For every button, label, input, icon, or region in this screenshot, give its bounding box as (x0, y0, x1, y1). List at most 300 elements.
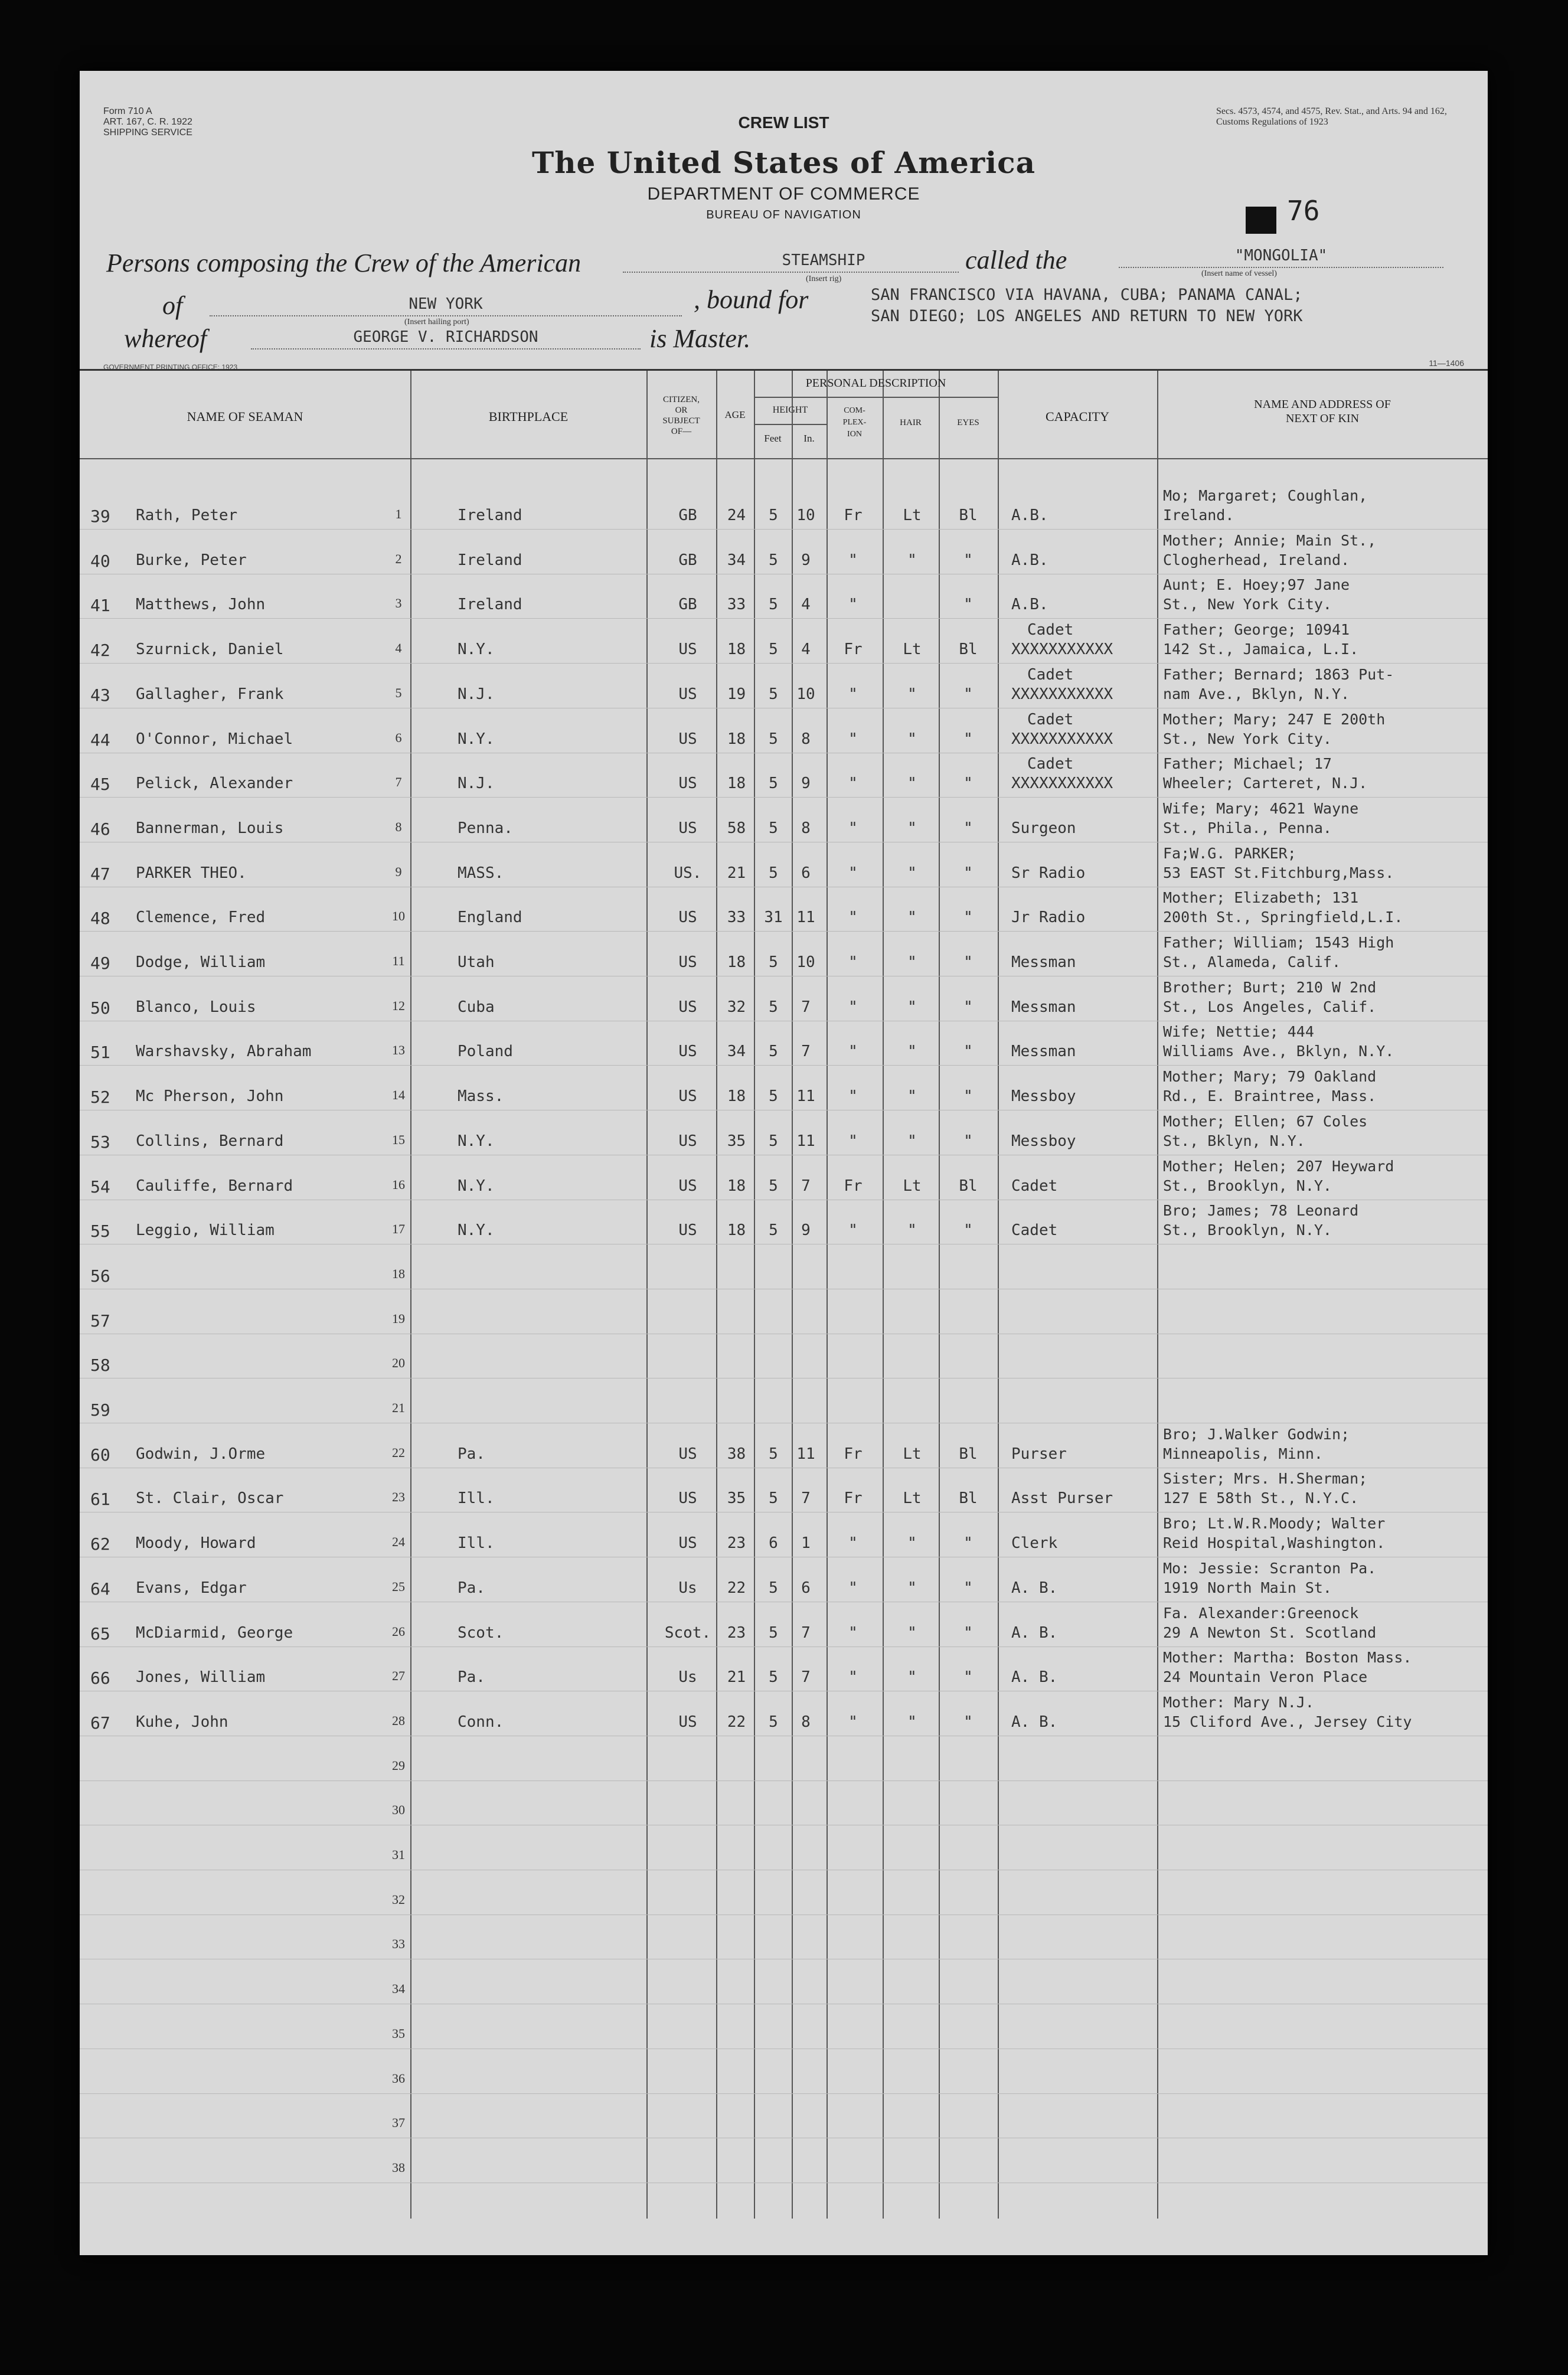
line-number: 8 (395, 819, 402, 834)
next-of-kin-line-1: Mo; Margaret; Coughlan, (1163, 487, 1368, 504)
birthplace: N.J. (458, 685, 495, 703)
capacity: XXXXXXXXXXX (1011, 641, 1113, 659)
col-age: AGE (724, 409, 746, 420)
page-number: 76 (1287, 195, 1320, 227)
next-of-kin-line-1: Father; Bernard; 1863 Put- (1163, 665, 1394, 683)
eye-color: " (963, 775, 973, 793)
citizenship: US (678, 1043, 697, 1061)
line-number: 28 (392, 1713, 405, 1728)
complexion: " (848, 1623, 858, 1642)
col-personal-description: PERSONAL DESCRIPTION (805, 377, 946, 390)
citizenship: US. (674, 864, 702, 882)
seaman-name: PARKER THEO. (136, 864, 247, 882)
row-number: 65 (90, 1623, 110, 1644)
height-inches: 10 (796, 953, 815, 971)
complexion: " (848, 1087, 858, 1106)
complexion: " (848, 685, 858, 703)
complexion: " (848, 1713, 858, 1731)
port-field: NEW YORK (210, 295, 682, 316)
next-of-kin-line-1: Mother; Mary; 79 Oakland (1163, 1068, 1377, 1086)
next-of-kin: Rd., E. Braintree, Mass. (1163, 1087, 1377, 1105)
next-of-kin: St., Los Angeles, Calif. (1163, 998, 1377, 1015)
row-number: 60 (90, 1445, 110, 1465)
height-feet: 5 (769, 596, 778, 614)
height-feet: 5 (769, 1579, 778, 1597)
row-rule (80, 663, 1488, 664)
birthplace: N.Y. (458, 730, 495, 748)
hair-color: Lt (903, 641, 922, 659)
line-number: 5 (395, 685, 402, 700)
seaman-name: Warshavsky, Abraham (136, 1043, 312, 1061)
age: 22 (727, 1579, 746, 1597)
line-number: 13 (392, 1043, 405, 1058)
next-of-kin: St., New York City. (1163, 730, 1332, 747)
eye-color: " (963, 685, 973, 703)
divider (998, 371, 999, 2219)
eye-color: " (963, 596, 973, 614)
capacity: A.B. (1011, 507, 1048, 524)
eye-color: " (963, 909, 973, 927)
birthplace: Pa. (458, 1579, 485, 1597)
hair-color: " (907, 775, 917, 793)
hair-color: " (907, 1043, 917, 1061)
row-rule (80, 1065, 1488, 1066)
birthplace: N.Y. (458, 1177, 495, 1195)
row-number: 52 (90, 1087, 110, 1108)
height-feet: 5 (769, 551, 778, 569)
hair-color: " (907, 953, 917, 971)
height-feet: 5 (769, 1043, 778, 1061)
height-inches: 9 (801, 1221, 811, 1240)
seaman-name: Clemence, Fred (136, 909, 266, 927)
complexion: " (848, 864, 858, 882)
citizenship: Us (678, 1579, 697, 1597)
height-feet: 5 (769, 1221, 778, 1240)
col-name: NAME OF SEAMAN (187, 409, 303, 424)
height-feet: 5 (769, 641, 778, 659)
eye-color: Bl (959, 1445, 978, 1463)
seaman-name: Moody, Howard (136, 1534, 256, 1553)
is-master-label: is Master. (649, 324, 751, 353)
line-number: 27 (392, 1668, 405, 1684)
hair-color: " (907, 819, 917, 837)
height-inches: 10 (796, 685, 815, 703)
eye-color: " (963, 1668, 973, 1687)
birthplace: Poland (458, 1043, 513, 1061)
next-of-kin-line-1: Fa;W.G. PARKER; (1163, 844, 1296, 862)
birthplace: N.Y. (458, 1221, 495, 1240)
capacity: Cadet (1011, 1221, 1058, 1240)
citizenship: US (678, 1177, 697, 1195)
row-rule (80, 618, 1488, 619)
row-rule (80, 2093, 1488, 2094)
line-number: 18 (392, 1266, 405, 1281)
height-feet: 5 (769, 1445, 778, 1463)
birthplace: Cuba (458, 998, 495, 1016)
next-of-kin: Clogherhead, Ireland. (1163, 551, 1350, 569)
eye-color: " (963, 1043, 973, 1061)
col-next-of-kin-2: NEXT OF KIN (1285, 412, 1360, 425)
divider (716, 371, 717, 2219)
birthplace: Pa. (458, 1445, 485, 1463)
row-rule (80, 797, 1488, 798)
next-of-kin: Wheeler; Carteret, N.J. (1163, 775, 1368, 792)
height-feet: 5 (769, 1177, 778, 1195)
height-inches: 9 (801, 775, 811, 793)
seaman-name: Cauliffe, Bernard (136, 1177, 293, 1195)
height-inches: 7 (801, 1489, 811, 1508)
height-inches: 10 (796, 507, 815, 524)
divider (939, 371, 940, 2219)
vessel-note: (Insert name of vessel) (1201, 269, 1277, 278)
height-inches: 7 (801, 1623, 811, 1642)
birthplace: N.Y. (458, 1132, 495, 1150)
capacity: A. B. (1011, 1668, 1058, 1687)
eye-color: " (963, 730, 973, 748)
complexion: " (848, 1668, 858, 1687)
line-number: 12 (392, 998, 405, 1013)
col-citizen-2: OR (675, 406, 688, 415)
age: 23 (727, 1623, 746, 1642)
next-of-kin: Minneapolis, Minn. (1163, 1445, 1323, 1462)
height-inches: 9 (801, 551, 811, 569)
capacity: Sr Radio (1011, 864, 1086, 882)
height-inches: 6 (801, 1579, 811, 1597)
next-of-kin: nam Ave., Bklyn, N.Y. (1163, 685, 1350, 703)
next-of-kin: 1919 North Main St. (1163, 1579, 1332, 1596)
capacity: Asst Purser (1011, 1489, 1113, 1508)
citizenship: US (678, 1713, 697, 1731)
citizenship: Us (678, 1668, 697, 1687)
whereof-label: whereof (124, 324, 207, 353)
line-number: 33 (392, 1936, 405, 1952)
hair-color: " (907, 551, 917, 569)
citizenship: US (678, 1221, 697, 1240)
height-feet: 5 (769, 507, 778, 524)
height-inches: 8 (801, 819, 811, 837)
eye-color: " (963, 1623, 973, 1642)
next-of-kin-line-1: Mother: Martha: Boston Mass. (1163, 1649, 1412, 1667)
height-feet: 5 (769, 1623, 778, 1642)
eye-color: Bl (959, 641, 978, 659)
height-feet: 5 (769, 775, 778, 793)
seaman-name: Bannerman, Louis (136, 819, 284, 837)
complexion: " (848, 1221, 858, 1240)
eye-color: " (963, 551, 973, 569)
seaman-name: Matthews, John (136, 596, 266, 614)
row-number: 54 (90, 1177, 110, 1197)
hair-color: " (907, 1623, 917, 1642)
row-number: 58 (90, 1355, 110, 1376)
height-feet: 31 (764, 909, 783, 927)
hair-color: " (907, 1132, 917, 1150)
line-number: 7 (395, 775, 402, 790)
citizenship: US (678, 1132, 697, 1150)
capacity: Clerk (1011, 1534, 1058, 1553)
hair-color: " (907, 909, 917, 927)
col-citizen-1: CITIZEN, (662, 395, 700, 404)
hair-color: " (907, 685, 917, 703)
complexion: " (848, 998, 858, 1016)
height-feet: 5 (769, 998, 778, 1016)
eye-color: " (963, 1221, 973, 1240)
bound-for-label: , bound for (694, 285, 809, 314)
row-number: 50 (90, 998, 110, 1018)
next-of-kin: Reid Hospital,Washington. (1163, 1534, 1386, 1552)
statute-reference: Secs. 4573, 4574, and 4575, Rev. Stat., and Arts. 94 and 162, Customs Regulations of 1923 (1216, 106, 1447, 127)
next-of-kin: 142 St., Jamaica, L.I. (1163, 641, 1359, 658)
line-number: 19 (392, 1311, 405, 1326)
capacity: Jr Radio (1011, 909, 1086, 927)
rig-field: STEAMSHIP (623, 251, 1024, 273)
row-number: 49 (90, 953, 110, 973)
complexion: " (848, 1132, 858, 1150)
row-number: 39 (90, 507, 110, 526)
seaman-name: Godwin, J.Orme (136, 1445, 266, 1463)
age: 38 (727, 1445, 746, 1463)
citizenship: US (678, 909, 697, 927)
birthplace: Ireland (458, 507, 522, 524)
age: 18 (727, 1221, 746, 1240)
complexion: " (848, 730, 858, 748)
row-number: 56 (90, 1266, 110, 1286)
complexion: " (848, 775, 858, 793)
height-feet: 5 (769, 864, 778, 882)
age: 34 (727, 1043, 746, 1061)
next-of-kin: Williams Ave., Bklyn, N.Y. (1163, 1043, 1394, 1060)
birthplace: Penna. (458, 819, 513, 837)
age: 18 (727, 1177, 746, 1195)
divider (80, 458, 1488, 459)
hair-color: Lt (903, 507, 922, 524)
row-number: 62 (90, 1534, 110, 1554)
line-number: 29 (392, 1757, 405, 1773)
citizenship: US (678, 1489, 697, 1508)
hair-color: " (907, 1221, 917, 1240)
row-number: 45 (90, 775, 110, 795)
birthplace: Mass. (458, 1087, 504, 1106)
col-height: HEIGHT (772, 405, 808, 415)
row-number: 67 (90, 1713, 110, 1733)
citizenship: Scot. (664, 1623, 711, 1642)
complexion: Fr (844, 1445, 863, 1463)
capacity: Purser (1011, 1445, 1067, 1463)
line-number: 16 (392, 1177, 405, 1192)
capacity: A.B. (1011, 551, 1048, 569)
line-number: 32 (392, 1891, 405, 1907)
capacity: Messman (1011, 1043, 1076, 1061)
height-feet: 5 (769, 1087, 778, 1106)
capacity: Cadet (1011, 1177, 1058, 1195)
birthplace: Ill. (458, 1489, 495, 1508)
eye-color: " (963, 1087, 973, 1106)
citizenship: US (678, 641, 697, 659)
age: 19 (727, 685, 746, 703)
capacity: Messman (1011, 998, 1076, 1016)
eye-color: Bl (959, 1489, 978, 1508)
row-number: 46 (90, 819, 110, 839)
height-feet: 5 (769, 1489, 778, 1508)
col-eyes: EYES (957, 418, 979, 427)
seaman-name: Jones, William (136, 1668, 266, 1687)
complexion: Fr (844, 1177, 863, 1195)
height-feet: 5 (769, 685, 778, 703)
row-number: 64 (90, 1579, 110, 1599)
stamp-mark (1246, 207, 1276, 234)
citizenship: US (678, 819, 697, 837)
next-of-kin: 24 Mountain Veron Place (1163, 1668, 1368, 1686)
seaman-name: Pelick, Alexander (136, 775, 293, 793)
line-number: 21 (392, 1400, 405, 1415)
row-number: 48 (90, 909, 110, 929)
line-number: 2 (395, 551, 402, 566)
seaman-name: McDiarmid, George (136, 1623, 293, 1642)
birthplace: Conn. (458, 1713, 504, 1731)
birthplace: Ireland (458, 596, 522, 614)
eye-color: " (963, 1534, 973, 1553)
divider (646, 371, 648, 2219)
height-inches: 7 (801, 1177, 811, 1195)
col-hair: HAIR (900, 418, 922, 427)
row-number: 57 (90, 1311, 110, 1331)
line-number: 11 (392, 953, 405, 968)
seaman-name: Mc Pherson, John (136, 1087, 284, 1106)
hair-color: " (907, 1668, 917, 1687)
bureau-title: BUREAU OF NAVIGATION (706, 208, 861, 221)
capacity: Messman (1011, 953, 1076, 971)
next-of-kin-line-1: Mother; Helen; 207 Heyward (1163, 1157, 1394, 1175)
row-number: 61 (90, 1489, 110, 1510)
destination (871, 285, 1303, 327)
line-number: 36 (392, 2070, 405, 2086)
age: 34 (727, 551, 746, 569)
seaman-name: Collins, Bernard (136, 1132, 284, 1150)
line-number: 6 (395, 730, 402, 745)
next-of-kin-line-1: Mother; Annie; Main St., (1163, 531, 1377, 549)
age: 18 (727, 775, 746, 793)
called-the-label: called the (959, 245, 1073, 275)
height-feet: 5 (769, 1713, 778, 1731)
height-inches: 7 (801, 998, 811, 1016)
age: 35 (727, 1132, 746, 1150)
height-inches: 11 (796, 1087, 815, 1106)
seaman-name: Burke, Peter (136, 551, 247, 569)
height-inches: 6 (801, 864, 811, 882)
birthplace: Ill. (458, 1534, 495, 1553)
capacity-note: Cadet (1027, 621, 1074, 639)
next-of-kin-line-1: Mother; Mary; 247 E 200th (1163, 710, 1386, 728)
age: 18 (727, 730, 746, 748)
line-number: 38 (392, 2160, 405, 2175)
seaman-name: Blanco, Louis (136, 998, 256, 1016)
eye-color: Bl (959, 1177, 978, 1195)
form-code: 11—1406 (1429, 358, 1464, 368)
citizenship: GB (678, 551, 697, 569)
col-feet: Feet (764, 433, 782, 444)
height-inches: 8 (801, 1713, 811, 1731)
height-inches: 4 (801, 596, 811, 614)
height-inches: 11 (796, 1445, 815, 1463)
row-rule (80, 529, 1488, 530)
hair-color: " (907, 1534, 917, 1553)
line-number: 15 (392, 1132, 405, 1147)
eye-color: " (963, 998, 973, 1016)
line-number: 34 (392, 1981, 405, 1997)
capacity-note: Cadet (1027, 755, 1074, 773)
col-citizen-3: SUBJECT (662, 416, 700, 426)
birthplace: England (458, 909, 522, 927)
complexion: " (848, 953, 858, 971)
col-complexion-1: COM- (844, 406, 865, 415)
citizenship: US (678, 685, 697, 703)
citizenship: US (678, 953, 697, 971)
row-number: 41 (90, 596, 110, 616)
complexion: Fr (844, 641, 863, 659)
divider (827, 371, 828, 2219)
citizenship: GB (678, 596, 697, 614)
crew-list-form (80, 71, 1488, 2255)
birthplace: Utah (458, 953, 495, 971)
next-of-kin-line-1: Fa. Alexander:Greenock (1163, 1604, 1359, 1622)
next-of-kin: 53 EAST St.Fitchburg,Mass. (1163, 864, 1394, 881)
hair-color: " (907, 998, 917, 1016)
height-inches: 1 (801, 1534, 811, 1553)
birthplace: MASS. (458, 864, 504, 882)
age: 35 (727, 1489, 746, 1508)
height-inches: 7 (801, 1668, 811, 1687)
birthplace: N.Y. (458, 641, 495, 659)
col-citizen (646, 394, 716, 437)
age: 58 (727, 819, 746, 837)
seaman-name: Dodge, William (136, 953, 266, 971)
capacity: A.B. (1011, 596, 1048, 614)
next-of-kin: St., Bklyn, N.Y. (1163, 1132, 1305, 1149)
seaman-name: Leggio, William (136, 1221, 275, 1240)
age: 18 (727, 953, 746, 971)
birthplace: Ireland (458, 551, 522, 569)
complexion: " (848, 819, 858, 837)
divider (1157, 371, 1158, 2219)
capacity: XXXXXXXXXXX (1011, 685, 1113, 703)
next-of-kin-line-1: Mother; Ellen; 67 Coles (1163, 1112, 1368, 1130)
line-number: 4 (395, 641, 402, 656)
next-of-kin: Ireland. (1163, 507, 1234, 524)
col-next-of-kin-1: NAME AND ADDRESS OF (1254, 398, 1391, 411)
next-of-kin-line-1: Father; Michael; 17 (1163, 755, 1332, 773)
row-number: 51 (90, 1043, 110, 1063)
next-of-kin-line-1: Wife; Mary; 4621 Wayne (1163, 799, 1359, 817)
next-of-kin-line-1: Bro; J.Walker Godwin; (1163, 1425, 1350, 1443)
citizenship: US (678, 730, 697, 748)
divider (883, 371, 884, 2219)
complexion: " (848, 1534, 858, 1553)
row-number: 53 (90, 1132, 110, 1152)
height-inches: 8 (801, 730, 811, 748)
birthplace: N.J. (458, 775, 495, 793)
next-of-kin-line-1: Brother; Burt; 210 W 2nd (1163, 978, 1377, 996)
age: 23 (727, 1534, 746, 1553)
age: 22 (727, 1713, 746, 1731)
line-number: 35 (392, 2026, 405, 2041)
complexion: " (848, 909, 858, 927)
next-of-kin: 200th St., Springfield,L.I. (1163, 909, 1403, 926)
seaman-name: Gallagher, Frank (136, 685, 284, 703)
complexion: " (848, 596, 858, 614)
next-of-kin-line-1: Father; George; 10941 (1163, 621, 1350, 639)
line-number: 14 (392, 1087, 405, 1103)
col-inches: In. (803, 433, 815, 444)
birthplace: Pa. (458, 1668, 485, 1687)
